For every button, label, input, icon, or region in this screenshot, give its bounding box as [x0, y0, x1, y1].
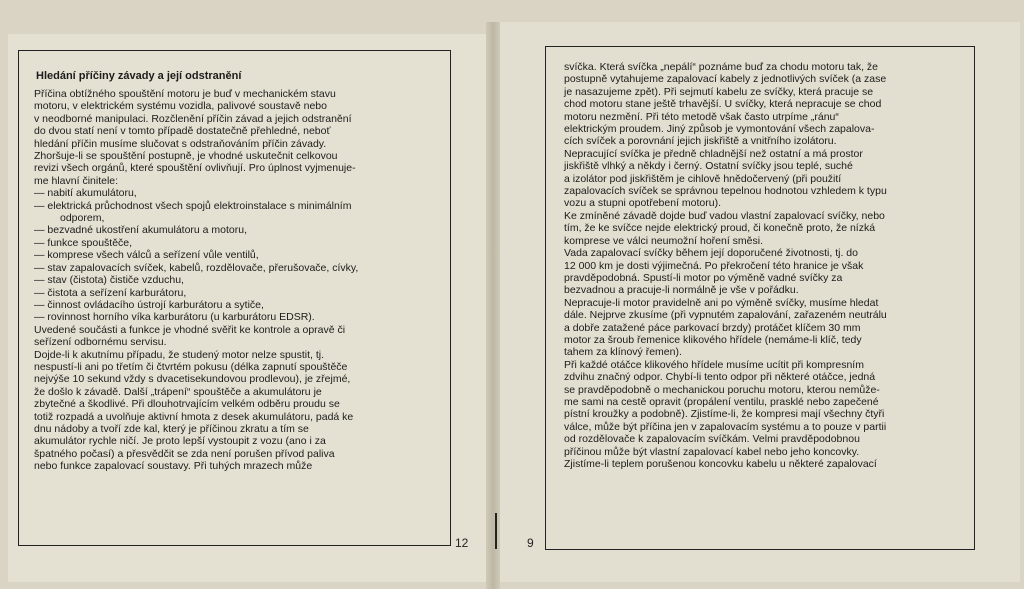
text-line: pravděpodobná. Spustí-li motor po výměně vadné svíčky za — [564, 271, 843, 284]
text-line: nejvýše 10 sekund vždy s dvacetisekundovou prodlevou), je zřejmé, — [34, 373, 351, 386]
text-line: — komprese všech válců a seřízení vůle ventilů, — [34, 249, 259, 262]
text-line: Vada zapalovací svíčky během její doporučené životnosti, tj. do — [564, 247, 858, 260]
text-line: chod motoru stane ještě trhavější. U svíčky, která nepracuje se chod — [564, 98, 882, 111]
text-line: — elektrická průchodnost všech spojů elektroinstalace s minimálním — [34, 199, 352, 212]
text-line: komprese ve válci neumožní hoření směsi. — [564, 234, 764, 247]
text-line: válce, může být příčina jen v zapalovacím systému a to pouze v partii — [564, 420, 887, 433]
text-line: Při každé otáčce klikového hřídele musíme ucítit při kompresním — [564, 358, 864, 371]
text-line: zbytečné a škodlivé. Při dlouhotrvajícím velkém odběru proudu se — [34, 398, 340, 411]
text-line: motoru, v elektrickém systému vozidla, palivové soustavě nebo — [34, 100, 327, 113]
text-line: a izolátor pod jiskřištěm je cihlově hnědočervený (při použití — [564, 172, 842, 185]
text-line: zdvihu značný odpor. Chybí-li tento odpor při některé otáčce, jedná — [564, 371, 876, 384]
text-line: se pravděpodobně o mechanickou poruchu motoru, kterou nemůže- — [564, 383, 880, 396]
text-line: v neodborné manipulaci. Rozčlenění příčin závad a jejich odstranění — [34, 112, 352, 125]
text-line: od rozdělovače k zapalovacím svíčkám. Velmi pravděpodobnou — [564, 433, 860, 446]
text-line: — stav (čistota) čističe vzduchu, — [34, 274, 184, 287]
text-line: 12 000 km je dosti výjimečná. Po překročení této hranice je však — [564, 259, 864, 272]
text-line: pístní kroužky a podobně). Zjistíme-li, že kompresi mají všechny čtyři — [564, 408, 885, 421]
text-line: bezvadnou a pracuje-li normálně je vše v pořádku. — [564, 284, 799, 297]
right-text-frame — [545, 46, 975, 550]
text-line: — činnost ovládacího ústrojí karburátoru a sytiče, — [34, 298, 264, 311]
text-line: motoru nezmění. Při této metodě však často utrpíme „ránu“ — [564, 110, 839, 123]
text-line: Nepracuje-li motor pravidelně ani po výměně svíčky, musíme hledat — [564, 296, 879, 309]
text-line: postupně vytahujeme zapalovací kabely z jednotlivých svíček (a zase — [564, 73, 887, 86]
text-line: jiskřiště vlhký a někdy i černý. Ostatní svíčky jsou teplé, suché — [564, 160, 853, 173]
text-line: Ke zmíněné závadě dojde buď vadou vlastní zapalovací svíčky, nebo — [564, 209, 885, 222]
text-line: — nabití akumulátoru, — [34, 187, 137, 200]
text-line: tahem za klínový řemen). — [564, 346, 682, 359]
text-line: a dobře zatažené páce parkovací brzdy) protáčet klíčem 30 mm — [564, 321, 861, 334]
text-line: me sami na cestě opravit (propálení ventilu, prasklé nebo zapečené — [564, 395, 879, 408]
text-line: špatného počasí) a přesvědčit se zda není porušen přívod paliva — [34, 447, 335, 460]
text-line: dále. Nejprve zkusíme (při vypnutém zapalování, zařazeném neutrálu — [564, 309, 887, 322]
text-line: svíčka. Která svíčka „nepálí“ poznáme buď za chodu motoru tak, že — [564, 61, 879, 73]
text-line: Příčina obtížného spouštění motoru je buď v mechanickém stavu — [34, 88, 336, 100]
text-line: vozu a stupni opotřebení motoru). — [564, 197, 722, 210]
text-line: je nasazujeme zpět). Při sejmutí kabelu ze svíčky, která pracuje se — [564, 85, 874, 98]
left-text-frame — [18, 50, 451, 546]
text-line: do dvou statí není v tomto případě dostatečně přehledné, neboť — [34, 125, 331, 138]
text-line: zapalovacích svíček se správnou tepelnou hodnotou vzhledem k typu — [564, 185, 887, 198]
text-line: že došlo k závadě. Další „trápení“ spouštěče a akumulátoru je — [34, 385, 322, 398]
right-body-text — [564, 61, 964, 470]
text-line: — funkce spouštěče, — [34, 236, 133, 249]
text-line: Uvedené součásti a funkce je vhodné svěřit ke kontrole a opravě či — [34, 323, 346, 336]
page-number-left: 12 — [455, 536, 469, 550]
text-line: Zjistíme-li teplem porušenou koncovku kabelu u některé zapalovací — [564, 458, 877, 470]
text-line: seřízení odbornému servisu. — [34, 336, 167, 349]
text-line: Dojde-li k akutnímu případu, že studený motor nelze spustit, tj. — [34, 348, 325, 361]
text-line: Zhoršuje-li se spouštění postupně, je vhodné uskutečnit celkovou — [34, 150, 338, 163]
text-line: akumulátor rychle ničí. Je proto lepší vystoupit z vozu (ano i za — [34, 435, 326, 448]
page-number-right: 9 — [527, 536, 534, 550]
text-line: totiž rozpadá a uvolňuje aktivní hmota z desek akumulátoru, padá ke — [34, 410, 354, 423]
text-line: nebo funkce zapalovací soustavy. Při tuhých mrazech může — [34, 460, 313, 473]
text-line: cích svíček a porovnání jejich jiskřiště a vnitřního izolátoru. — [564, 135, 837, 148]
text-line: dnu nádoby a tvoří zde kal, který je příčinou zkratu a tím se — [34, 422, 309, 435]
page-divider — [495, 513, 497, 549]
text-line: Nepracující svíčka je předně chladnější než ostatní a má prostor — [564, 147, 863, 160]
text-line: hledání příčin musíme slučovat s odstraňováním příčin závady. — [34, 137, 327, 150]
text-line: me hlavní činitele: — [34, 174, 119, 187]
text-line: — čistota a seřízení karburátoru, — [34, 286, 187, 299]
left-body-text — [34, 88, 436, 473]
text-line: odporem, — [60, 212, 105, 225]
text-line: — rovinnost horního víka karburátoru (u karburátoru EDSR). — [34, 311, 315, 324]
text-line: — stav zapalovacích svíček, kabelů, rozdělovače, přerušovače, cívky, — [34, 261, 359, 274]
text-line: nespustí-li ani po třetím či čtvrtém pokusu (délka zapnutí spouštěče — [34, 360, 348, 373]
text-line: elektrickým proudem. Jiný způsob je vymontování všech zapalova- — [564, 123, 875, 136]
text-line: tím, že ke svíčce nejde elektrický proud, či konečně proto, že nízká — [564, 222, 876, 235]
text-line: revizi všech orgánů, které spouštění ovlivňují. Pro úplnost vyjmenuje- — [34, 162, 356, 175]
section-heading: Hledání příčiny závady a její odstranění — [36, 70, 242, 82]
text-line: motor za šroub řemenice klikového hřídele (nemáme-li klíč, tedy — [564, 333, 862, 346]
text-line: — bezvadné ukostření akumulátoru a motoru, — [34, 224, 248, 237]
book-spine — [486, 22, 500, 589]
text-line: příčinou může být vlastní zapalovací kabel nebo jeho koncovky. — [564, 445, 860, 458]
